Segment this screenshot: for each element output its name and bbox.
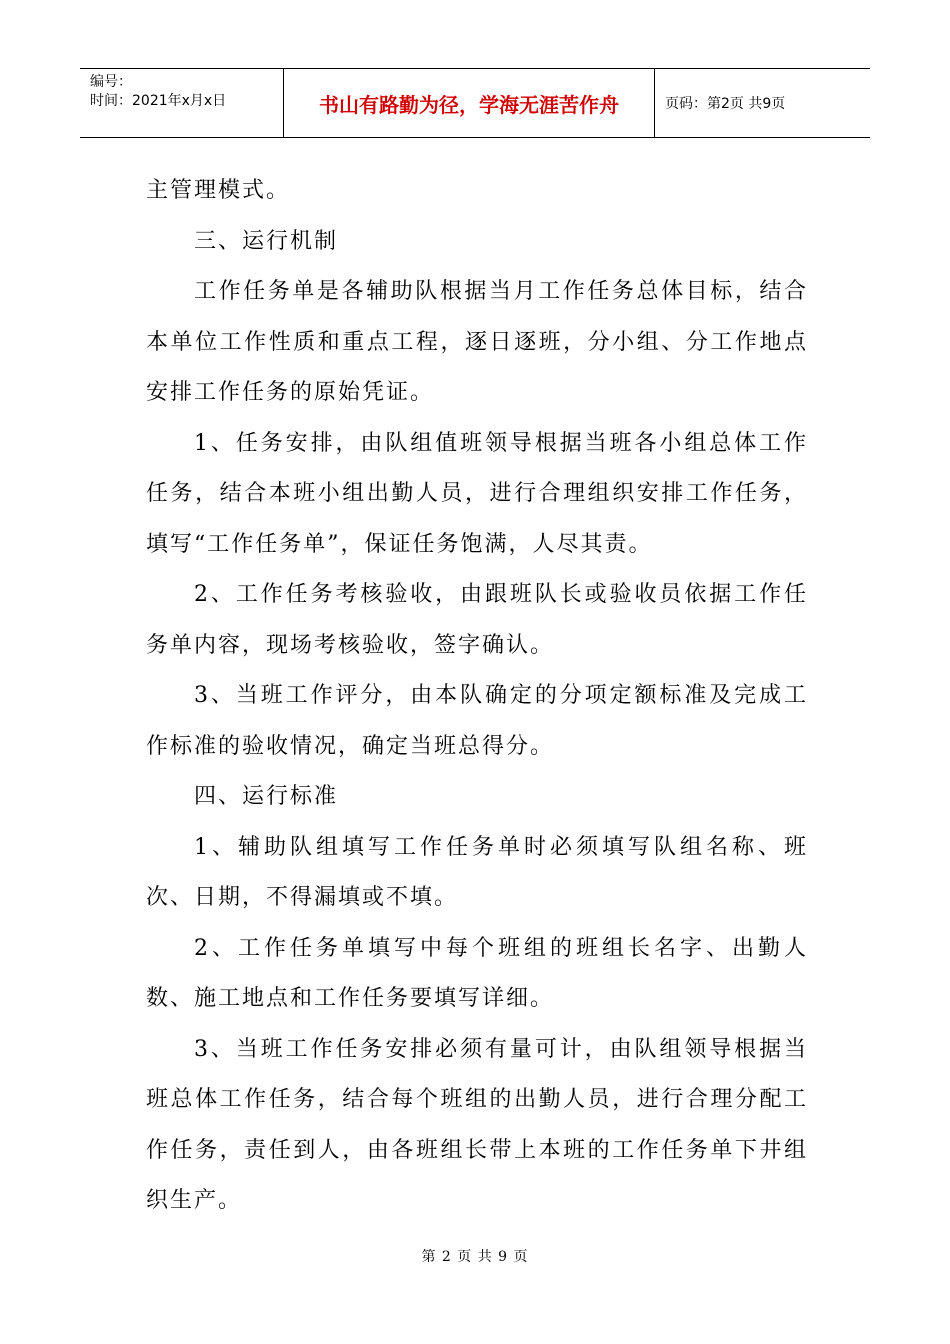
paragraph: 1、辅助队组填写工作任务单时必须填写队组名称、班次、日期，不得漏填或不填。 <box>146 834 808 910</box>
paragraph: 1、任务安排，由队组值班领导根据当班各小组总体工作任务，结合本班小组出勤人员，进行合理组织安排工作任务，填写“工作任务单”，保证任务饱满，人尽其责。 <box>146 430 808 557</box>
paragraph: 工作任务单是各辅助队根据当月工作任务总体目标，结合本单位工作性质和重点工程，逐日逐班，分小组、分工作地点安排工作任务的原始凭证。 <box>146 279 808 405</box>
header-motto: 书山有路勤为径，学海无涯苦作舟 <box>319 93 619 117</box>
section-heading-mechanism: 三、运行机制 <box>194 228 339 254</box>
header-page-info: 页码：第2页 共9页 <box>665 96 786 112</box>
document-date-label: 时间：2021年x月x日 <box>90 93 227 109</box>
paragraph-continuation: 主管理模式。 <box>146 178 291 203</box>
header-motto-cell <box>284 69 655 137</box>
page-footer: 第 2 页 共 9 页 <box>421 1249 529 1265</box>
page-header <box>80 68 870 138</box>
paragraph: 3、当班工作评分，由本队确定的分项定额标准及完成工作标准的验收情况，确定当班总得分。 <box>146 683 808 759</box>
paragraph: 2、工作任务考核验收，由跟班队长或验收员依据工作任务单内容，现场考核验收，签字确认。 <box>146 582 808 658</box>
document-body <box>146 166 808 1227</box>
header-meta-cell <box>80 69 284 137</box>
document-code-label: 编号： <box>90 74 132 90</box>
section-heading-standards: 四、运行标准 <box>194 784 339 809</box>
paragraph: 3、当班工作任务安排必须有量可计，由队组领导根据当班总体工作任务，结合每个班组的出勤人员，进行合理分配工作任务，责任到人，由各班组长带上本班的工作任务单下井组织生产。 <box>146 1036 808 1213</box>
paragraph: 2、工作任务单填写中每个班组的班组长名字、出勤人数、施工地点和工作任务要填写详细。 <box>146 935 808 1011</box>
header-page-cell <box>655 69 870 137</box>
